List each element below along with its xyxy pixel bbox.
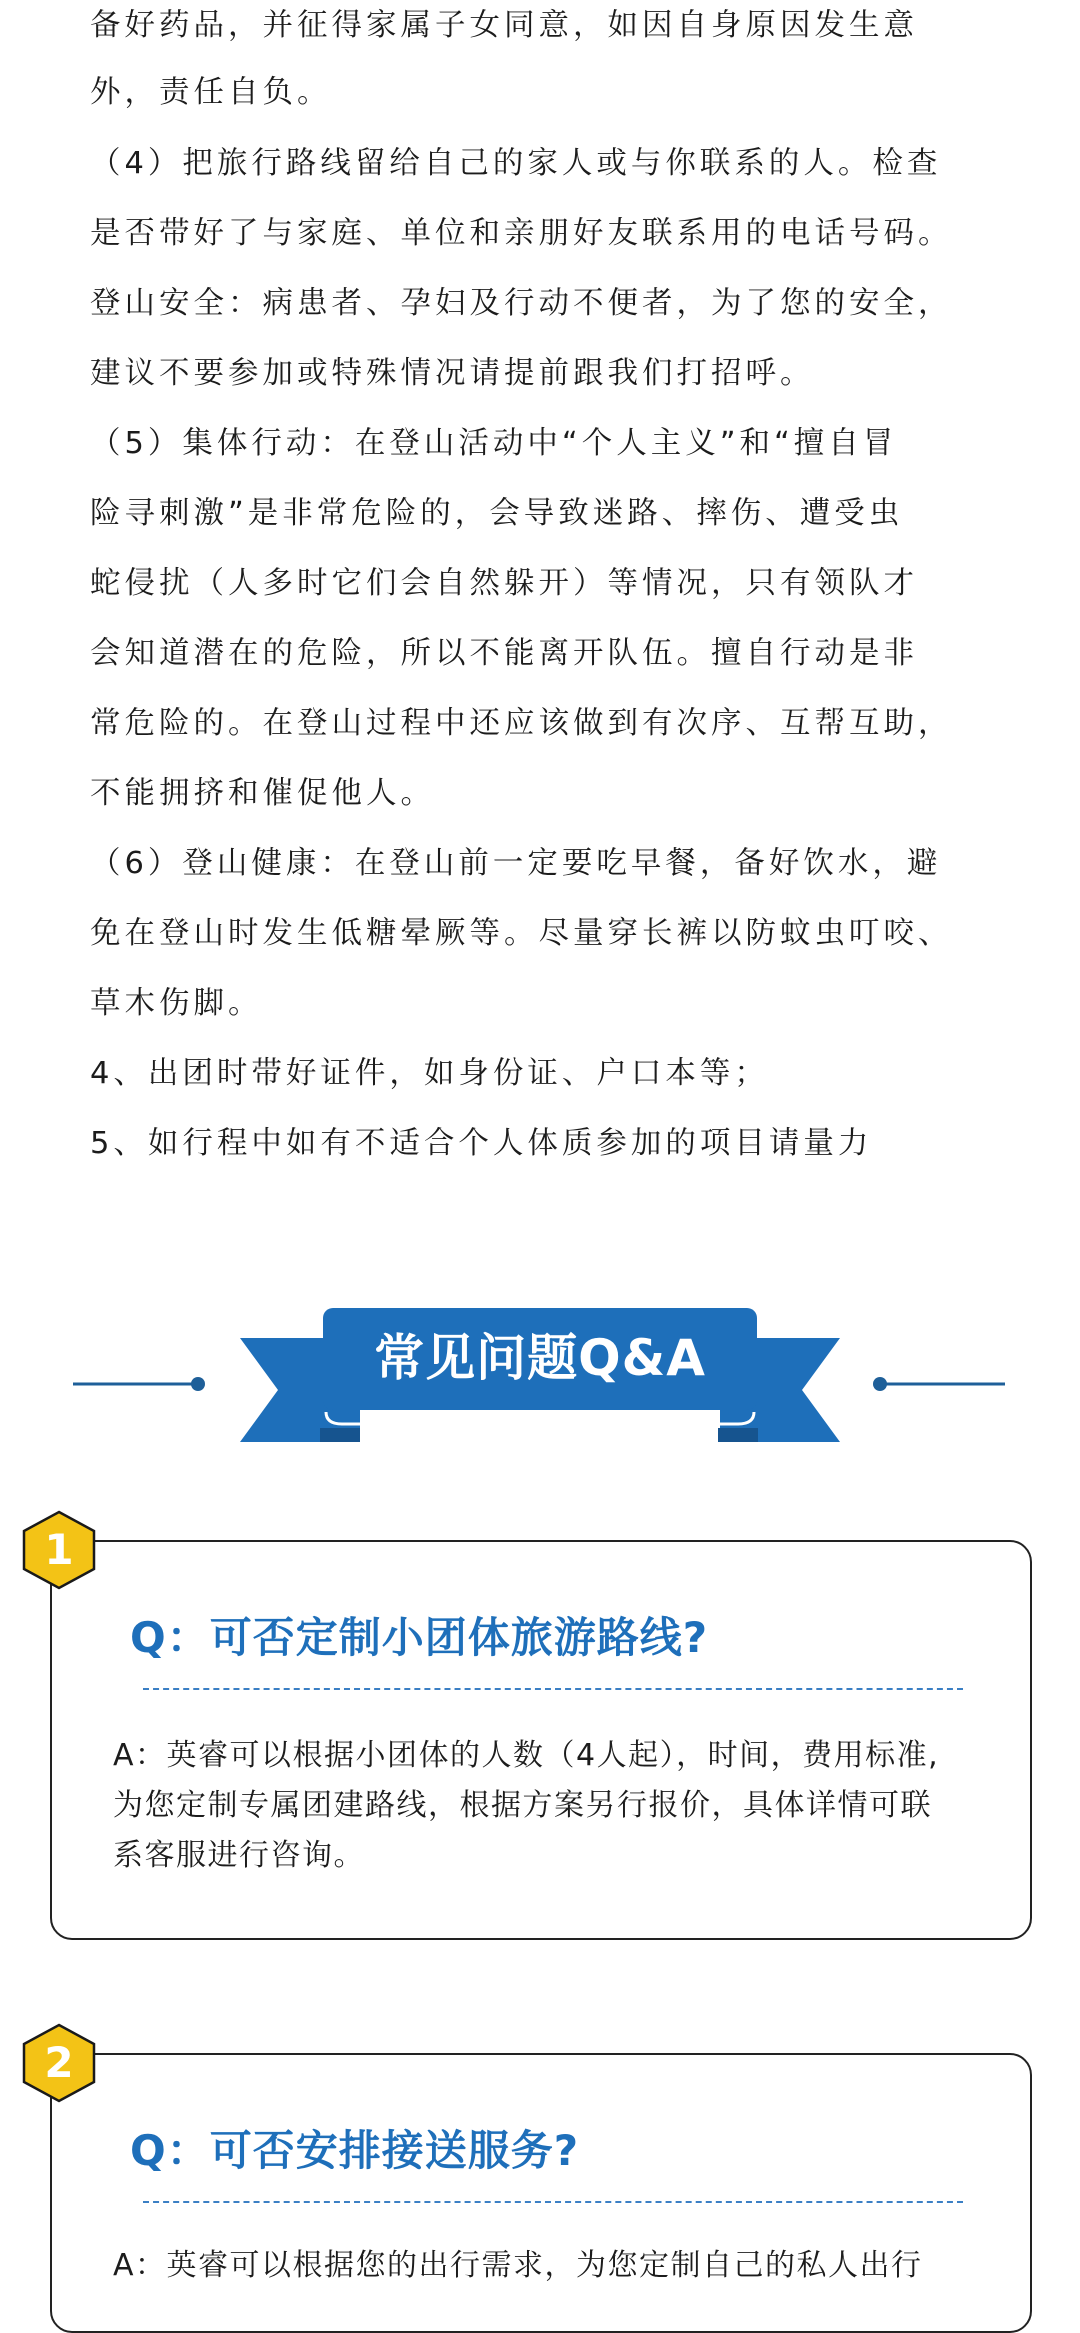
banner-left-dot (191, 1377, 205, 1391)
qa-answer-line: 为您定制专属团建路线，根据方案另行报价，具体详情可联 (113, 1788, 932, 1823)
number-badge (22, 1510, 96, 1590)
qa-answer-line: 系客服进行咨询。 (113, 1838, 365, 1873)
note-line: 草木伤脚。 (90, 986, 263, 1021)
note-line: 登山安全：病患者、孕妇及行动不便者，为了您的安全， (90, 286, 953, 321)
note-line: 建议不要参加或特殊情况请提前跟我们打招呼。 (90, 356, 815, 391)
note-line: 常危险的。在登山过程中还应该做到有次序、互帮互助， (90, 706, 953, 741)
qa-divider (143, 2201, 963, 2203)
note-line: 不能拥挤和催促他人。 (90, 776, 435, 811)
note-line: 5、如行程中如有不适合个人体质参加的项目请量力 (90, 1126, 873, 1161)
qa-answer-line: A：英睿可以根据您的出行需求，为您定制自己的私人出行 (113, 2248, 923, 2283)
note-line: 外，责任自负。 (90, 75, 332, 110)
qa-card (50, 2053, 1032, 2333)
qa-answer-line: A：英睿可以根据小团体的人数（4人起），时间，费用标准, (113, 1738, 940, 1773)
note-line: 蛇侵扰（人多时它们会自然躲开）等情况，只有领队才 (90, 566, 918, 601)
note-line: （5）集体行动：在登山活动中“个人主义”和“擅自冒 (90, 426, 898, 461)
note-line: 险寻刺激”是非常危险的，会导致迷路、摔伤、遭受虫 (90, 496, 904, 531)
qa-question: Q：可否定制小团体旅游路线? (130, 1613, 709, 1662)
note-line: （4）把旅行路线留给自己的家人或与你联系的人。检查 (90, 146, 942, 181)
banner-title: 常见问题Q&A (374, 1329, 706, 1387)
banner-right-dot (873, 1377, 887, 1391)
qa-question: Q：可否安排接送服务? (130, 2126, 580, 2175)
number-badge (22, 2023, 96, 2103)
note-line: 是否带好了与家庭、单位和亲朋好友联系用的电话号码。 (90, 216, 953, 251)
note-line: 免在登山时发生低糖晕厥等。尽量穿长裤以防蚊虫叮咬、 (90, 916, 953, 951)
note-line: 会知道潜在的危险，所以不能离开队伍。擅自行动是非 (90, 636, 918, 671)
qa-divider (143, 1688, 963, 1690)
note-line: 备好药品，并征得家属子女同意，如因自身原因发生意 (90, 8, 918, 43)
badge-number: 2 (44, 2038, 74, 2087)
note-line: 4、出团时带好证件，如身份证、户口本等； (90, 1056, 769, 1091)
badge-number: 1 (44, 1525, 74, 1574)
note-line: （6）登山健康：在登山前一定要吃早餐，备好饮水，避 (90, 846, 942, 881)
